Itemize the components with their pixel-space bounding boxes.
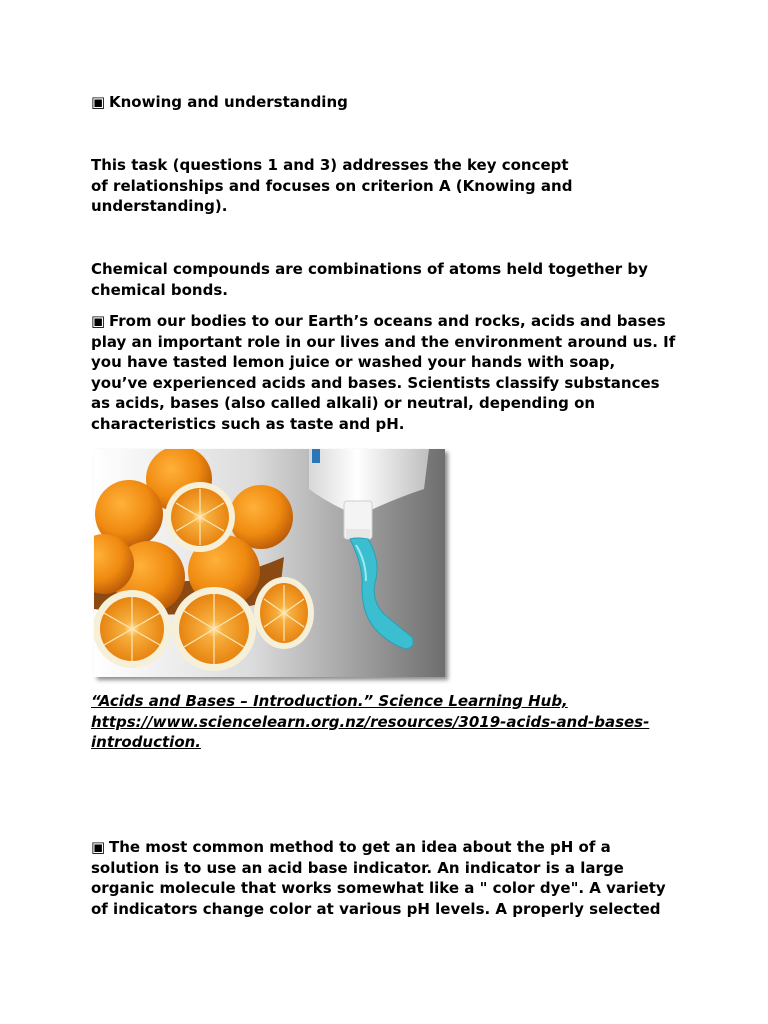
figure-illustration — [94, 449, 445, 677]
text-span: The most common method to get an idea about the pH of a — [109, 838, 611, 856]
citation-link[interactable]: https://www.sciencelearn.org.nz/resources/3019-acids-and-bases- — [91, 712, 650, 731]
text-line: This task (questions 1 and 3) addresses the key concept — [91, 156, 569, 174]
indicator-paragraph — [91, 837, 691, 919]
section-heading — [91, 92, 348, 113]
text-line: organic molecule that works somewhat like a " color dye". A variety — [91, 879, 666, 897]
text-line: solution is to use an acid base indicator. An indicator is a large — [91, 858, 624, 877]
compounds-paragraph — [91, 259, 691, 300]
text-line: you’ve experienced acids and bases. Scientists classify substances — [91, 373, 660, 392]
text-line: as acids, bases (also called alkali) or neutral, depending on — [91, 394, 596, 412]
intro-paragraph — [91, 155, 691, 217]
bullet-box-icon: ▣ — [91, 312, 106, 330]
text-line: you have tasted lemon juice or washed your hands with soap, — [91, 353, 616, 371]
text-line: of indicators change color at various pH levels. A properly selected — [91, 899, 661, 918]
text-line — [91, 311, 691, 332]
image-citation — [91, 691, 691, 753]
text-line: Chemical compounds are combinations of atoms held together by — [91, 260, 648, 278]
acids-bases-paragraph — [91, 311, 691, 434]
bullet-box-icon: ▣ — [91, 838, 106, 856]
text-line: chemical bonds. — [91, 280, 228, 299]
text-line: play an important role in our lives and the environment around us. If — [91, 332, 676, 351]
text-line: characteristics such as taste and pH. — [91, 414, 405, 433]
text-span: From our bodies to our Earth’s oceans and rocks, acids and bases — [109, 312, 666, 330]
section-heading-text: Knowing and understanding — [109, 93, 348, 111]
text-line: of relationships and focuses on criterion A (Knowing and — [91, 176, 573, 195]
oranges-and-toothpaste-image — [94, 449, 445, 677]
text-line: understanding). — [91, 197, 228, 215]
text-line — [91, 837, 691, 858]
text-line: “Acids and Bases – Introduction.” Science Learning Hub, — [91, 692, 568, 710]
citation-link[interactable]: introduction. — [91, 733, 201, 751]
bullet-box-icon: ▣ — [91, 93, 106, 111]
